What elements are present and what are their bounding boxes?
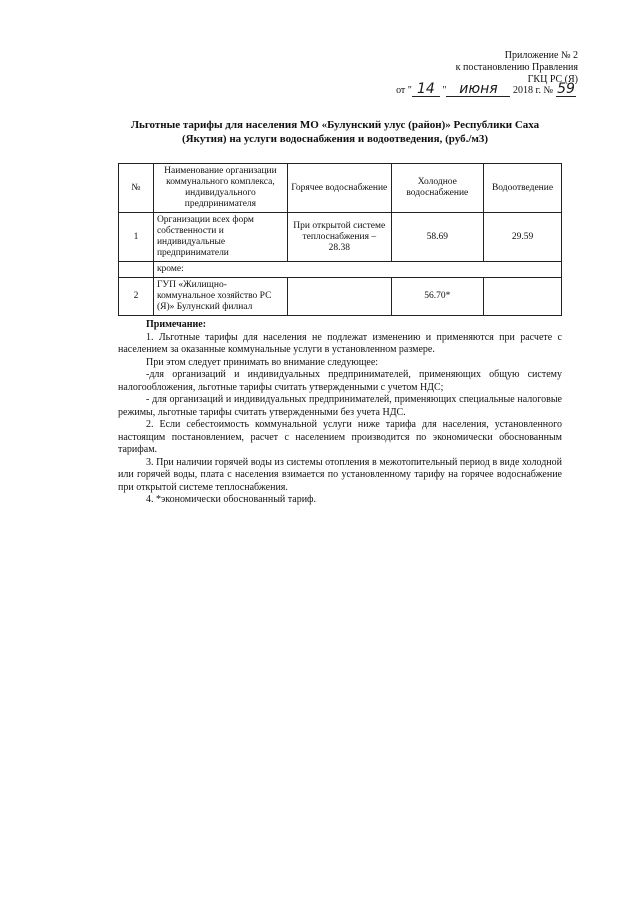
date-day-handwritten: 14 — [416, 81, 435, 97]
note-paragraph-6: 3. При наличии горячей воды из системы отопления в межотопительный период в виде холодной или горячей воды, плата с населения взимается по установленному тарифу на горячее водоснабжение при открытой системе теплоснабжения. — [118, 456, 562, 493]
date-prefix: от " — [396, 85, 412, 96]
note-paragraph-1: 1. Льготные тарифы для населения не подлежат изменению и применяются при расчете с населением за оказанные коммунальные услуги в установленном размере. — [118, 331, 562, 355]
agency-label: ГКЦ РС (Я) — [527, 74, 578, 85]
row-num: 1 — [119, 213, 154, 262]
row-num: 2 — [119, 278, 154, 316]
document-title: Льготные тарифы для населения МО «Булунский улус (район)» Республики Саха (Якутия) на услуги водоснабжения и водоотведения, (руб./м3) — [130, 119, 540, 145]
row-drainage — [484, 278, 562, 316]
row-cold-water: 56.70* — [391, 278, 483, 316]
except-label: кроме: — [153, 262, 561, 278]
note-paragraph-3: -для организаций и индивидуальных предпринимателей, применяющих общую систему налогообложения, льготные тарифы считать утвержденными с учетом НДС; — [118, 369, 562, 393]
except-num-cell — [119, 262, 154, 278]
header-num: № — [119, 164, 154, 213]
table-row — [119, 213, 562, 262]
note-paragraph-2: При этом следует принимать во внимание следующее: — [146, 356, 379, 368]
notes-section — [118, 319, 562, 507]
row-organization: ГУП «Жилищно-коммунальное хозяйство РС (Я)» Булунский филиал — [153, 278, 287, 316]
table-header-row — [119, 164, 562, 213]
row-cold-water: 58.69 — [391, 213, 483, 262]
date-month-handwritten: июня — [459, 81, 498, 97]
note-paragraph-4: - для организаций и индивидуальных предпринимателей, применяющих специальные налоговые режимы, льготные тарифы считать утвержденными без учета НДС. — [118, 394, 562, 418]
row-drainage: 29.59 — [484, 213, 562, 262]
number-handwritten: 59 — [557, 81, 575, 97]
header-cold-water: Холодное водоснабжение — [391, 164, 483, 213]
appendix-label: Приложение № 2 — [504, 50, 578, 61]
date-day-underline — [412, 81, 440, 97]
resolution-label: к постановлению Правления — [455, 62, 578, 73]
header-hot-water: Горячее водоснабжение — [287, 164, 391, 213]
table-row-except — [119, 262, 562, 278]
tariff-table — [118, 163, 562, 316]
number-underline — [556, 81, 576, 97]
header-organization: Наименование организации коммунального комплекса, индивидуального предпринимателя — [153, 164, 287, 213]
date-year: 2018 г. № — [510, 85, 553, 96]
note-paragraph-7: 4. *экономически обоснованный тариф. — [146, 494, 317, 505]
notes-heading: Примечание: — [146, 319, 207, 330]
note-paragraph-5: 2. Если себестоимость коммунальной услуги ниже тарифа для населения, установленного настоящим постановлением, расчет с населением производится по экономически обоснованным тарифам. — [118, 419, 562, 455]
row-hot-water: При открытой системе теплоснабжения – 28.38 — [287, 213, 391, 262]
row-hot-water — [287, 278, 391, 316]
date-number-line — [396, 81, 576, 97]
table-row — [119, 278, 562, 316]
header-drainage: Водоотведение — [484, 164, 562, 213]
date-mid: " — [439, 85, 447, 96]
date-month-underline — [446, 81, 510, 97]
row-organization: Организации всех форм собственности и индивидуальные предприниматели — [153, 213, 287, 262]
